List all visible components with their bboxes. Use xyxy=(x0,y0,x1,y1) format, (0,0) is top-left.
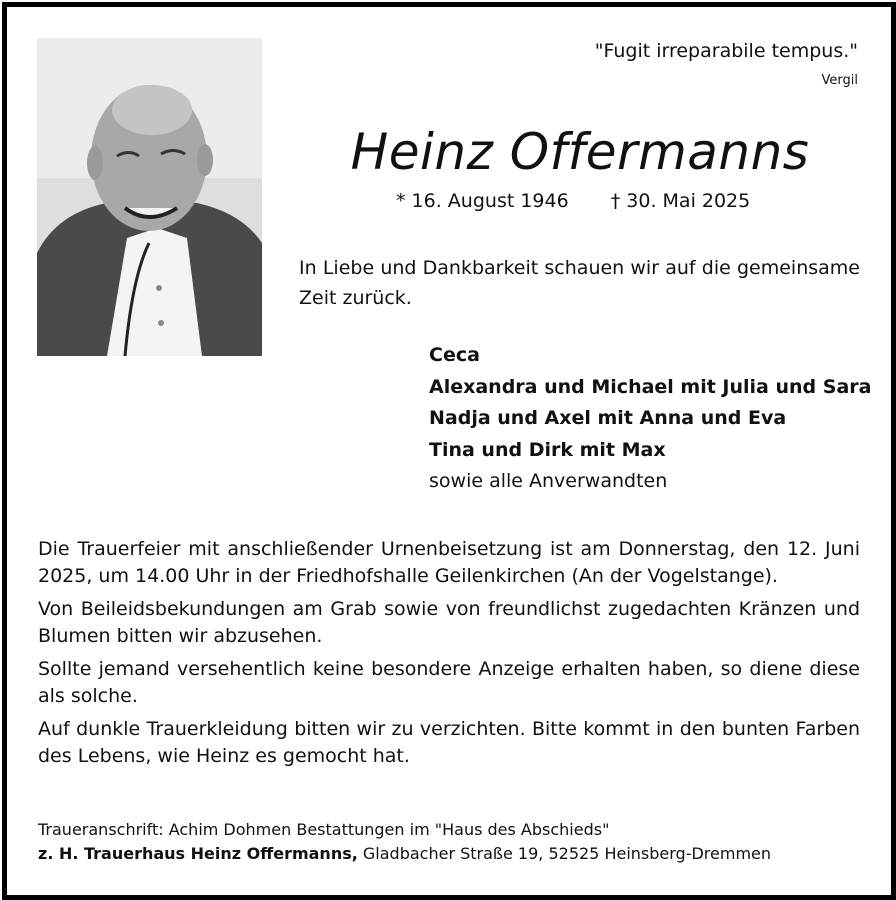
portrait-illustration xyxy=(37,38,262,356)
relatives-line: sowie alle Anverwandten xyxy=(429,470,668,492)
mourning-address xyxy=(38,818,771,866)
address-line-2 xyxy=(38,842,771,866)
family-member: Alexandra und Michael mit Julia und Sara xyxy=(429,375,872,398)
motto-quote: "Fugit irreparabile tempus." xyxy=(594,40,858,62)
dress-code-note: Auf dunkle Trauerkleidung bitten wir zu verzichten. Bitte kommt in den bunten Farben des Lebens, wie Heinz es gemocht hat. xyxy=(38,718,860,767)
condolence-note: Von Beileidsbekundungen am Grab sowie von freundlichst zugedachten Kränzen und Blumen bitten wir abzusehen. xyxy=(38,598,860,647)
address-line-1: Traueranschrift: Achim Dohmen Bestattungen im "Haus des Abschieds" xyxy=(38,820,610,839)
announcement-note: Sollte jemand versehentlich keine besondere Anzeige erhalten haben, so diene diese als solche. xyxy=(38,658,860,707)
life-dates xyxy=(396,190,750,212)
service-details xyxy=(38,536,860,776)
portrait-photo xyxy=(37,38,262,356)
family-member: Tina und Dirk mit Max xyxy=(429,438,666,461)
family-list xyxy=(429,340,871,498)
address-street: Gladbacher Straße 19, 52525 Heinsberg-Dremmen xyxy=(357,844,772,863)
birth-date: * 16. August 1946 xyxy=(396,190,569,212)
deceased-name: Heinz Offermanns xyxy=(350,123,810,181)
address-recipient: z. H. Trauerhaus Heinz Offermanns, xyxy=(38,844,358,863)
death-date: † 30. Mai 2025 xyxy=(610,190,751,212)
funeral-info: Die Trauerfeier mit anschließender Urnenbeisetzung ist am Donnerstag, den 12. Juni 2025, um 14.00 Uhr in der Friedhofshalle Geilenkirchen (An der Vogelstange). xyxy=(38,538,860,587)
family-member: Ceca xyxy=(429,344,480,366)
quote-author: Vergil xyxy=(821,73,858,88)
intro-text: In Liebe und Dankbarkeit schauen wir auf die gemeinsame Zeit zurück. xyxy=(299,257,860,309)
family-member: Nadja und Axel mit Anna und Eva xyxy=(429,407,787,429)
